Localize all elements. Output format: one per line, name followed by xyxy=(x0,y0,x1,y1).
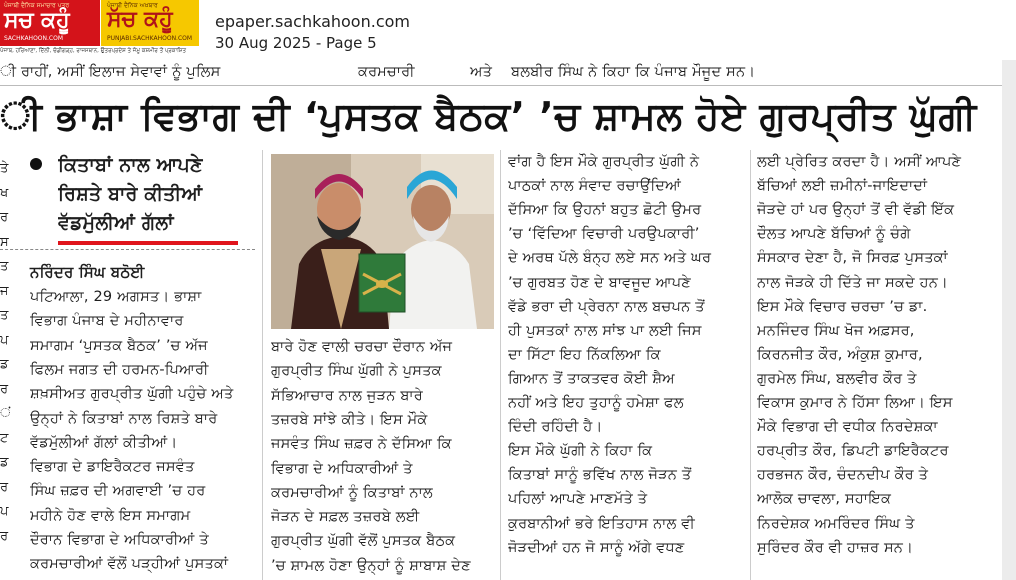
article-line: ਹੀ ਪੁਸਤਕਾਂ ਨਾਲ ਸਾਂਝ ਪਾ ਲਈ ਜਿਸ xyxy=(508,322,702,339)
deck-underline xyxy=(58,241,238,245)
article-line: ਦੌਰਾਨ ਵਿਭਾਗ ਦੇ ਅਧਿਕਾਰੀਆਂ ਤੇ xyxy=(30,532,209,548)
article-line: ’ਚ ਸ਼ਾਮਲ ਹੋਣਾ ਉਨ੍ਹਾਂ ਨੂੰ ਸ਼ਾਬਾਸ਼ ਦੇਣ xyxy=(271,557,471,574)
logo-name: ਸੱਚ ਕਹੂੰ xyxy=(107,7,173,32)
epaper-source[interactable]: epaper.sachkahoon.com xyxy=(215,12,410,31)
article-line: ਦਾ ਸਿੱਟਾ ਇਹ ਨਿੱਕਲਿਆ ਕਿ xyxy=(508,346,661,363)
article-line: ’ਚ ‘ਵਿੱਦਿਆ ਵਿਚਾਰੀ ਪਰਉਪਕਾਰੀ’ xyxy=(508,226,700,243)
article-line: ਵਿਭਾਗ ਪੰਜਾਬ ਦੇ ਮਹੀਨਾਵਾਰ xyxy=(30,313,184,330)
article-line: ਵੱਡੇ ਭਰਾ ਦੀ ਪ੍ਰੇਰਨਾ ਨਾਲ ਬਚਪਨ ਤੋਂ xyxy=(508,298,705,315)
masthead xyxy=(0,0,1016,56)
article-line: ਸ਼ਖ਼ਸੀਅਤ ਗੁਰਪ੍ਰੀਤ ਘੁੱਗੀ ਪਹੁੰਚੇ ਅਤੇ xyxy=(30,386,234,403)
article-line: ਪ xyxy=(0,504,9,519)
article-line: ਗੁਰਮੇਲ ਸਿੰਘ, ਬਲਵੀਰ ਕੌਰ ਤੇ xyxy=(757,370,917,387)
previous-article-line: ਅਤੇ xyxy=(470,64,493,80)
article-line: ਡ xyxy=(0,357,9,372)
article-line: ਕਰਮਚਾਰੀਆਂ ਵੱਲੋਂ ਪੜ੍ਹੀਆਂ ਪੁਸਤਕਾਂ xyxy=(30,556,229,573)
deck-line: ਵੱਡਮੁੱਲੀਆਂ ਗੱਲਾਂ xyxy=(58,212,174,234)
divider xyxy=(0,85,1016,86)
editions-strip: ਪੰਜਾਬ, ਹਰਿਆਣਾ, ਦਿੱਲੀ, ਚੰਡੀਗੜ੍ਹ, ਰਾਜਸਥਾਨ, ਉਤਰਪ੍ਰਦੇਸ਼ ਤੇ ਜੰਮੂ ਕਸ਼ਮੀਰ ਤੋਂ ਪ੍ਰਕਾਸ਼ਿਤ xyxy=(0,48,187,54)
bullet-icon xyxy=(30,158,42,170)
article-line: ਤੇ xyxy=(0,161,9,176)
article-line: ਗੁਰਪ੍ਰੀਤ ਸਿੰਘ ਘੁੱਗੀ ਨੇ ਪੁਸਤਕ xyxy=(271,363,442,380)
article-line: ਸਿੰਘ ਜ਼ਫ਼ਰ ਦੀ ਅਗਵਾਈ ’ਚ ਹਰ xyxy=(30,483,206,500)
article-line: ਪ xyxy=(0,332,9,348)
previous-article-line: ਬਲਬੀਰ ਸਿੰਘ ਨੇ ਕਿਹਾ ਕਿ ਪੰਜਾਬ ਮੌਜੂਦ ਸਨ। xyxy=(511,64,756,80)
logo-tagline: ਪੰਜਾਬੀ ਦੈਨਿਕ ਅਖ਼ਬਾਰ xyxy=(107,2,158,9)
article-line: ਰ xyxy=(0,381,9,397)
article-line: ਕਿਤਾਬਾਂ ਸਾਨੂੰ ਭਵਿੱਖ ਨਾਲ ਜੋੜਨ ਤੋਂ xyxy=(508,467,692,484)
article-line: ਜੋੜਨ ਦੇ ਸਫ਼ਲ ਤਜ਼ਰਬੇ ਲਈ xyxy=(271,509,420,526)
sachkahoon-punjabi-logo[interactable] xyxy=(101,0,199,46)
article-photo xyxy=(271,154,494,329)
article-line: ਮਨਜਿੰਦਰ ਸਿੰਘ ਖੋਜ ਅਫ਼ਸਰ, xyxy=(757,322,915,339)
article-line: ਨਹੀਂ ਅਤੇ ਇਹ ਤੁਹਾਨੂੰ ਹਮੇਸ਼ਾ ਫਲ xyxy=(508,395,684,411)
article-line: ਕਿਰਨਜੀਤ ਕੌਰ, ਅੰਕੁਸ਼ ਕੁਮਾਰ, xyxy=(757,346,923,363)
article-line: ਰ xyxy=(0,479,9,495)
page-date-info: 30 Aug 2025 - Page 5 xyxy=(215,34,377,52)
article-line: ਵਿਕਾਸ ਕੁਮਾਰ ਨੇ ਹਿੱਸਾ ਲਿਆ। ਇਸ xyxy=(757,395,953,411)
article-line: ਖ xyxy=(0,185,9,201)
article-line: ਵਿਭਾਗ ਦੇ ਅਧਿਕਾਰੀਆਂ ਤੇ xyxy=(271,460,413,477)
article-line: ਗਿਆਨ ਤੋਂ ਤਾਕਤਵਰ ਕੋਈ ਸ਼ੈਅ xyxy=(508,370,675,387)
article-line: ਕਰਮਚਾਰੀਆਂ ਨੂੰ ਕਿਤਾਬਾਂ ਨਾਲ xyxy=(271,484,433,501)
column-divider xyxy=(262,150,263,580)
article-line: ਮਹੀਨੇ ਹੋਣ ਵਾਲੇ ਇਸ ਸਮਾਗਮ xyxy=(30,507,191,524)
article-line: ਜੋੜਦੀਆਂ ਹਨ ਜੋ ਸਾਨੂੰ ਅੱਗੇ ਵਧਣ xyxy=(508,539,685,556)
article-line: ਵਾਂਗ ਹੈ ਇਸ ਮੌਕੇ ਗੁਰਪ੍ਰੀਤ ਘੁੱਗੀ ਨੇ xyxy=(508,154,700,170)
article-line: ਵੱਡਮੁੱਲੀਆਂ ਗੱਲਾਂ ਕੀਤੀਆਂ। xyxy=(30,434,178,451)
article-line: ਟ xyxy=(0,430,9,446)
article-line: ਸਮਾਗਮ ‘ਪੁਸਤਕ ਬੈਠਕ’ ’ਚ ਅੱਜ xyxy=(30,337,208,354)
article-line: ਤ xyxy=(0,308,9,323)
byline: ਨਰਿੰਦਰ ਸਿੰਘ ਬਠੋਈ xyxy=(30,263,145,281)
deck-line: ਕਿਤਾਬਾਂ ਨਾਲ ਆਪਣੇ xyxy=(58,154,203,176)
article-line: ਦੌਲਤ ਆਪਣੇ ਬੱਚਿਆਂ ਨੂੰ ਚੰਗੇ xyxy=(757,226,911,243)
article-line: ਲਈ ਪ੍ਰੇਰਿਤ ਕਰਦਾ ਹੈ। ਅਸੀਂ ਆਪਣੇ xyxy=(757,154,962,170)
article-line: ਤ xyxy=(0,259,9,274)
article-line: ਹਰਭਜਨ ਕੌਰ, ਚੰਦਨਦੀਪ ਕੌਰ ਤੇ xyxy=(757,467,929,484)
article-line: ਪਾਠਕਾਂ ਨਾਲ ਸੰਵਾਦ ਰਚਾਉਂਦਿਆਂ xyxy=(508,178,682,195)
article-line: ਰ xyxy=(0,210,9,225)
previous-article-line: ਕਰਮਚਾਰੀ xyxy=(358,64,415,80)
article-line: ਕੁਰਬਾਨੀਆਂ ਭਰੇ ਇਤਿਹਾਸ ਨਾਲ ਵੀ xyxy=(508,515,695,532)
sachkahoon-hindi-logo[interactable] xyxy=(0,0,100,46)
article-line: ਫਿਲਮ ਜਗਤ ਦੀ ਹਰਮਨ-ਪਿਆਰੀ xyxy=(30,361,209,378)
article-line: ਪਹਿਲਾਂ ਆਪਣੇ ਮਾਣਮੱਤੇ ਤੇ xyxy=(508,491,648,508)
article-line: ਰ xyxy=(0,528,9,544)
article-line: ਇਸ ਮੌਕੇ ਘੁੱਗੀ ਨੇ ਕਿਹਾ ਕਿ xyxy=(508,443,653,460)
logo-name: ਸਚ ਕਹੂੰ xyxy=(4,8,70,33)
article-line: ਡ xyxy=(0,455,9,470)
previous-article-line: ੀ ਰਾਹੀਂ, ਅਸੀਂ ਇਲਾਜ ਸੇਵਾਵਾਂ ਨੂੰ ਪੁਲਿਸ xyxy=(0,64,221,80)
article-line: ਬਾਰੇ ਹੋਣ ਵਾਲੀ ਚਰਚਾ ਦੌਰਾਨ ਅੱਜ xyxy=(271,339,453,355)
article-line: ਸ xyxy=(0,234,9,250)
article-line: ਸੱਭਿਆਚਾਰ ਨਾਲ ਜੁੜਨ ਬਾਰੇ xyxy=(271,387,423,404)
article-headline: ੀ ਭਾਸ਼ਾ ਵਿਭਾਗ ਦੀ ‘ਪੁਸਤਕ ਬੈਠਕ’ ’ਚ ਸ਼ਾਮਲ ਹੋਏ ਗੁਰਪ੍ਰੀਤ ਘੁੱਗੀ xyxy=(0,94,977,138)
article-line: ਗੁਰਪ੍ਰੀਤ ਘੁੱਗੀ ਵੱਲੋਂ ਪੁਸਤਕ ਬੈਠਕ xyxy=(271,533,456,550)
photo-illustration xyxy=(271,154,494,329)
logo-tagline: ਪੰਜਾਬੀ ਦੈਨਿਕ ਸਮਾਚਾਰ ਪਤਰ xyxy=(4,2,70,9)
article-line: ਤਜ਼ਰਬੇ ਸਾਂਝੇ ਕੀਤੇ। ਇਸ ਮੌਕੇ xyxy=(271,411,428,428)
article-line: ਸੰਸਕਾਰ ਦੇਣਾ ਹੈ, ਜੋ ਸਿਰਫ਼ ਪੁਸਤਕਾਂ xyxy=(757,250,948,267)
article-line: ’ਚ ਗੁਰਬਤ ਹੋਣ ਦੇ ਬਾਵਜੂਦ ਆਪਣੇ xyxy=(508,274,691,291)
deck-line: ਰਿਸ਼ਤੇ ਬਾਰੇ ਕੀਤੀਆਂ xyxy=(58,183,203,205)
article-line: ਂ xyxy=(0,406,11,421)
logo-site: PUNJABI.SACHKAHOON.COM xyxy=(107,35,193,42)
article-line: ਨਾਲ ਜੋੜਕੇ ਹੀ ਦਿੱਤੇ ਜਾ ਸਕਦੇ ਹਨ। xyxy=(757,274,949,291)
article-line: ਦਿੰਦੀ ਰਹਿੰਦੀ ਹੈ। xyxy=(508,419,603,436)
article-line: ਉਨ੍ਹਾਂ ਨੇ ਕਿਤਾਬਾਂ ਨਾਲ ਰਿਸ਼ਤੇ ਬਾਰੇ xyxy=(30,410,218,427)
article-line: ਦੱਸਿਆ ਕਿ ਉਹਨਾਂ ਬਹੁਤ ਛੋਟੀ ਉਮਰ xyxy=(508,202,702,219)
article-line: ਜਸਵੰਤ ਸਿੰਘ ਜ਼ਫ਼ਰ ਨੇ ਦੱਸਿਆ ਕਿ xyxy=(271,436,452,453)
column-divider xyxy=(750,150,751,580)
article-line: ਇਸ ਮੌਕੇ ਵਿਚਾਰ ਚਰਚਾ ’ਚ ਡਾ. xyxy=(757,298,928,315)
article-line: ਸੁਰਿੰਦਰ ਕੌਰ ਵੀ ਹਾਜ਼ਰ ਸਨ। xyxy=(757,539,914,556)
article-line: ਨਿਰਦੇਸ਼ਕ ਅਮਰਿੰਦਰ ਸਿੰਘ ਤੇ xyxy=(757,515,915,532)
article-line: ਬੱਚਿਆਂ ਲਈ ਜ਼ਮੀਨਾਂ-ਜਾਇਦਾਦਾਂ xyxy=(757,178,928,195)
article-line: ਆਲੋਕ ਚਾਵਲਾ, ਸਹਾਇਕ xyxy=(757,491,892,508)
logo-site: SACHKAHOON.COM xyxy=(4,35,63,42)
article-line: ਪਟਿਆਲਾ, 29 ਅਗਸਤ। ਭਾਸ਼ਾ xyxy=(30,289,202,305)
article-line: ਵਿਭਾਗ ਦੇ ਡਾਇਰੈਕਟਰ ਜਸਵੰਤ xyxy=(30,459,195,476)
article-line: ਦੇ ਅਰਥ ਪੱਲੇ ਬੰਨ੍ਹ ਲਏ ਸਨ ਅਤੇ ਘਰ xyxy=(508,250,712,267)
article-line: ਮੌਕੇ ਵਿਭਾਗ ਦੀ ਵਧੀਕ ਨਿਰਦੇਸ਼ਕਾ xyxy=(757,419,938,436)
article-line: ਜ xyxy=(0,283,9,299)
divider xyxy=(0,249,255,250)
article-line: ਹਰਪ੍ਰੀਤ ਕੌਰ, ਡਿਪਟੀ ਡਾਇਰੈਕਟਰ xyxy=(757,443,949,460)
article-line: ਜੋੜਦੇ ਹਾਂ ਪਰ ਉਨ੍ਹਾਂ ਤੋਂ ਵੀ ਵੱਡੀ ਇੱਕ xyxy=(757,202,955,219)
adjacent-page-edge xyxy=(1002,60,1016,580)
column-divider xyxy=(500,150,501,580)
